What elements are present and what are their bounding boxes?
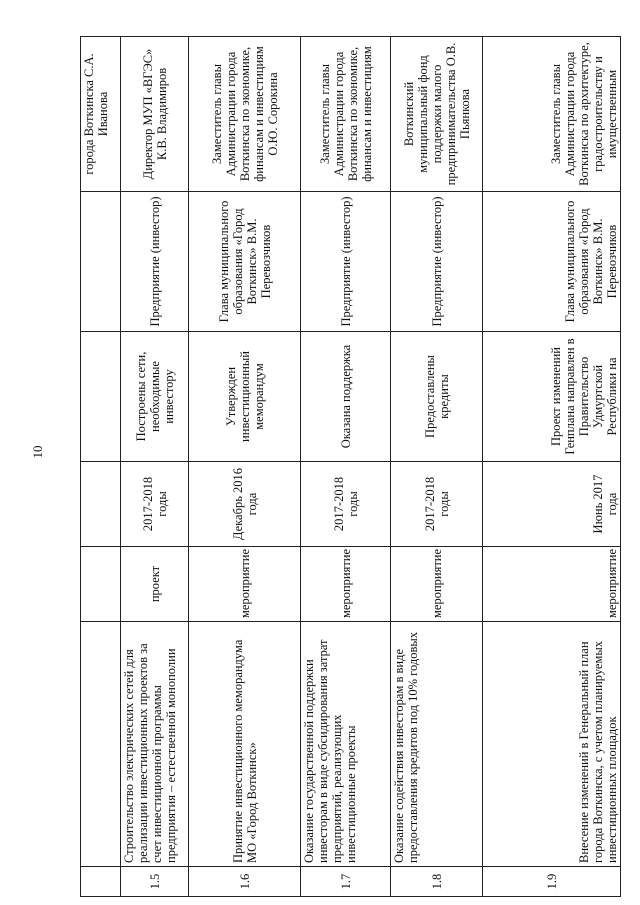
- table-row-continuation: [81, 37, 121, 897]
- cell-num: [81, 867, 121, 897]
- page-number: 10: [30, 445, 45, 459]
- cell-result: Оказана поддержка: [301, 332, 391, 462]
- cell-executor: [81, 192, 121, 332]
- table-row: [391, 37, 483, 897]
- cell-responsible: Заместитель главы Администрации города Воткинска по экономике, финансам и инвестициям О.Ю. Сорокина: [189, 37, 301, 192]
- cell-num: 1.7: [301, 867, 391, 897]
- cell-term: 2017-2018 годы: [121, 462, 189, 547]
- cell-term: 2017-2018 годы: [301, 462, 391, 547]
- cell-result: Построены сети, необходимые инвестору: [121, 332, 189, 462]
- table-row: [189, 37, 301, 897]
- cell-name: Принятие инвестиционного меморандума МО «Город Воткинск»: [189, 622, 301, 867]
- cell-name: Оказание содействия инвесторам в виде предоставления кредитов под 10% годовых: [391, 622, 483, 867]
- cell-result: Проект изменений Генплана направлен в Правительство Удмуртской Республики на: [483, 332, 621, 462]
- cell-executor: Глава муниципального образования «Город Воткинск» В.М. Перевозчиков: [483, 192, 621, 332]
- cell-name: [81, 622, 121, 867]
- cell-name: Строительство электрических сетей для реализации инвестиционных проектов за счет инвестиционной программы предприятия – естественной монополии: [121, 622, 189, 867]
- cell-result: Предоставлены кредиты: [391, 332, 483, 462]
- measures-table: [80, 36, 621, 897]
- cell-num: 1.5: [121, 867, 189, 897]
- cell-responsible: Воткинский муниципальный фонд поддержки малого предпринимательства О.В. Пьянкова: [391, 37, 483, 192]
- cell-num: 1.9: [483, 867, 621, 897]
- cell-responsible: Директор МУП «ВГЭС» К.В. Владимиров: [121, 37, 189, 192]
- cell-responsible: города Воткинска С.А. Иванова: [81, 37, 121, 192]
- cell-responsible: Заместитель главы Администрации города Воткинска по архитектуре, градостроительству и имущественным: [483, 37, 621, 192]
- table-row: [121, 37, 189, 897]
- cell-executor: Глава муниципального образования «Город Воткинск» В.М. Перевозчиков: [189, 192, 301, 332]
- cell-result: [81, 332, 121, 462]
- rotated-table-container: [80, 37, 620, 897]
- cell-type: проект: [121, 547, 189, 622]
- cell-name: Внесение изменений в Генеральный план города Воткинска, с учетом планируемых инвестиционных площадок: [483, 622, 621, 867]
- cell-responsible: Заместитель главы Администрации города Воткинска по экономике, финансам и инвестициям: [301, 37, 391, 192]
- cell-result: Утвержден инвестиционный меморандум: [189, 332, 301, 462]
- cell-type: мероприятие: [391, 547, 483, 622]
- table-row: [483, 37, 621, 897]
- cell-term: 2017-2018 годы: [391, 462, 483, 547]
- cell-term: Июнь 2017 года: [483, 462, 621, 547]
- cell-name: Оказание государственной поддержки инвесторам в виде субсидирования затрат предприятий, реализующих инвестиционные проекты: [301, 622, 391, 867]
- cell-type: мероприятие: [483, 547, 621, 622]
- cell-num: 1.8: [391, 867, 483, 897]
- cell-executor: Предприятие (инвестор): [391, 192, 483, 332]
- table-row: [301, 37, 391, 897]
- cell-type: мероприятие: [301, 547, 391, 622]
- cell-term: Декабрь 2016 года: [189, 462, 301, 547]
- cell-executor: Предприятие (инвестор): [301, 192, 391, 332]
- cell-type: мероприятие: [189, 547, 301, 622]
- cell-term: [81, 462, 121, 547]
- cell-executor: Предприятие (инвестор): [121, 192, 189, 332]
- cell-num: 1.6: [189, 867, 301, 897]
- cell-type: [81, 547, 121, 622]
